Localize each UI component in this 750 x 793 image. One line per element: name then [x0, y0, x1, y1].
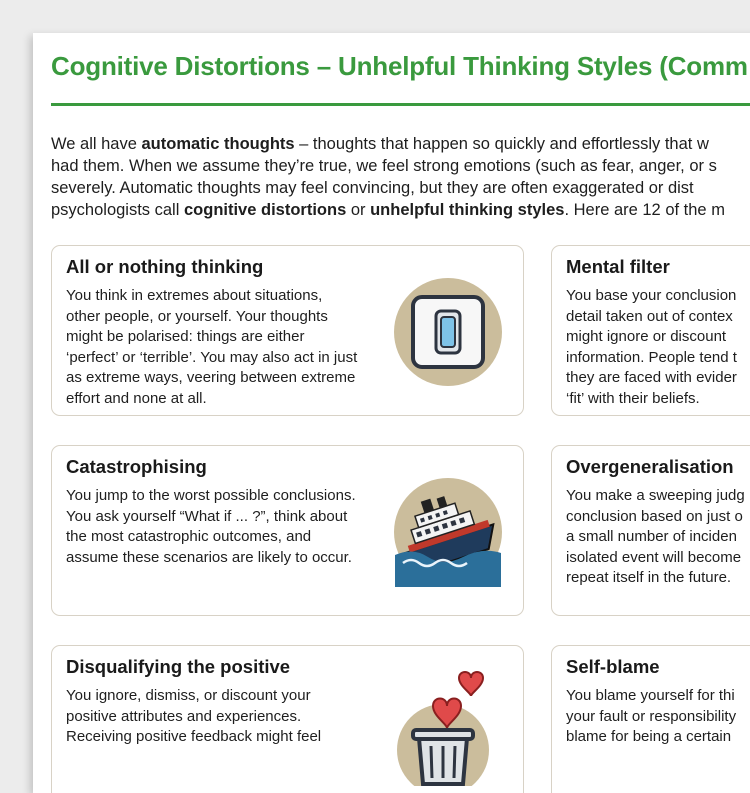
- card-body-line: ‘fit’ with their beliefs.: [566, 389, 700, 407]
- intro-text: or: [346, 201, 371, 219]
- card-body-line: You blame yourself for thi: [566, 687, 735, 704]
- intro-text: . Here are 12 of the m: [564, 201, 725, 219]
- card-body-line: as extreme ways, veering between extreme: [66, 369, 356, 387]
- card-body-line: might be polarised: things are either: [66, 328, 305, 346]
- card-body-line: assume these scenarios are likely to occur.: [66, 548, 352, 566]
- card-body: [566, 286, 737, 410]
- card-catastrophising: [51, 445, 524, 616]
- card-title: Mental filter: [566, 256, 670, 277]
- card-body-line: detail taken out of contex: [566, 307, 733, 325]
- card-body-line: You jump to the worst possible conclusions.: [66, 487, 356, 504]
- card-body-line: ‘perfect’ or ‘terrible’. You may also act in just: [66, 348, 358, 366]
- intro-text: psychologists call: [51, 201, 184, 219]
- card-body-line: conclusion based on just o: [566, 507, 743, 525]
- card-body-line: You ignore, dismiss, or discount your: [66, 687, 311, 704]
- card-body: [566, 486, 745, 589]
- title-divider: [51, 103, 750, 106]
- card-body-line: blame for being a certain: [566, 728, 732, 746]
- card-disqualifying-positive: [51, 645, 524, 793]
- card-body-line: other people, or yourself. Your thoughts: [66, 307, 328, 325]
- card-all-or-nothing: [51, 245, 524, 416]
- card-body-line: You make a sweeping judg: [566, 487, 745, 504]
- card-body-line: a small number of inciden: [566, 528, 737, 546]
- card-body-line: information. People tend t: [566, 348, 737, 366]
- light-switch-icon: [393, 277, 503, 387]
- card-mental-filter: [551, 245, 750, 416]
- page-title: Cognitive Distortions – Unhelpful Thinking Styles (Comm: [51, 51, 748, 81]
- card-body-line: positive attributes and experiences.: [66, 707, 302, 725]
- intro-text: severely. Automatic thoughts may feel convincing, but they are often exaggerated or dist: [51, 179, 694, 197]
- intro-bold-term: cognitive distortions: [183, 201, 347, 219]
- card-body: [66, 286, 357, 410]
- card-body-line: repeat itself in the future.: [566, 569, 732, 587]
- intro-line: [51, 199, 750, 221]
- card-body: [66, 686, 321, 748]
- card-title: All or nothing thinking: [66, 256, 264, 277]
- card-title: Overgeneralisation: [566, 456, 734, 477]
- intro-line: [51, 133, 750, 155]
- card-title: Catastrophising: [66, 456, 207, 477]
- card-body-line: You think in extremes about situations,: [66, 287, 323, 304]
- trash-can-hearts-icon: [393, 656, 503, 786]
- card-title: Self-blame: [566, 656, 660, 677]
- card-body-line: You base your conclusion: [566, 287, 737, 304]
- intro-text: had them. When we assume they’re true, we feel strong emotions (such as fear, anger, or s: [51, 157, 717, 175]
- card-title: Disqualifying the positive: [66, 656, 291, 677]
- card-body: [566, 686, 736, 748]
- card-body-line: You ask yourself “What if ... ?”, think about: [66, 507, 348, 525]
- intro-text: We all have: [51, 135, 142, 153]
- intro-text: – thoughts that happen so quickly and effortlessly that w: [294, 135, 709, 153]
- intro-line: [51, 155, 750, 177]
- intro-line: [51, 177, 750, 199]
- card-body-line: isolated event will become: [566, 548, 742, 566]
- intro-paragraph: [51, 133, 750, 221]
- card-body-line: might ignore or discount: [566, 328, 727, 346]
- card-body-line: the most catastrophic outcomes, and: [66, 528, 312, 546]
- card-body-line: your fault or responsibility: [566, 707, 737, 725]
- intro-bold-term: automatic thoughts: [141, 135, 295, 153]
- card-overgeneralisation: [551, 445, 750, 616]
- intro-bold-term: unhelpful thinking styles: [370, 201, 565, 219]
- sinking-ship-icon: [393, 477, 503, 587]
- card-body-line: they are faced with evider: [566, 369, 737, 387]
- card-self-blame: [551, 645, 750, 793]
- card-body-line: effort and none at all.: [66, 389, 207, 407]
- card-body-line: Receiving positive feedback might feel: [66, 728, 322, 746]
- card-body: [66, 486, 356, 568]
- worksheet-page: [33, 33, 750, 793]
